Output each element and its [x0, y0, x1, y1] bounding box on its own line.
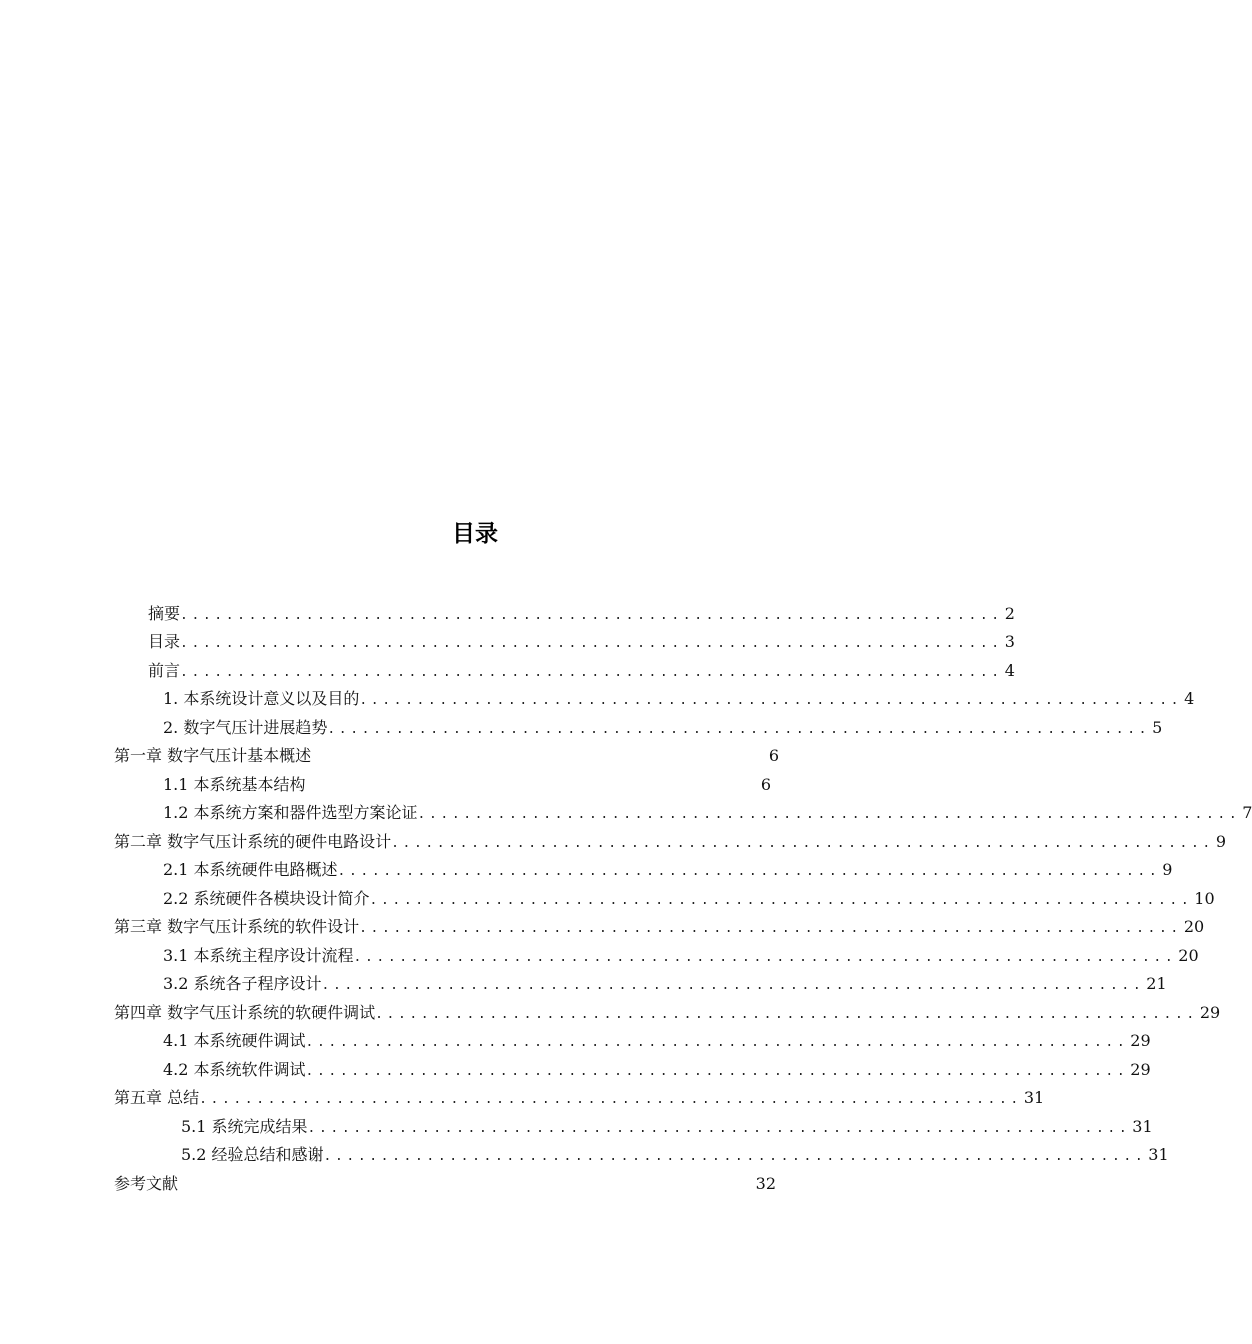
toc-entry-preface-2[interactable] — [163, 714, 1163, 742]
toc-page-number: 4 — [1184, 689, 1195, 708]
toc-entry-chapter-4[interactable] — [114, 999, 1221, 1027]
toc-entry-label: 4.1 本系统硬件调试 — [163, 1031, 306, 1050]
toc-page-number: 29 — [1199, 1003, 1221, 1022]
toc-page-number: 2 — [1004, 604, 1015, 623]
toc-entry-1-2[interactable] — [163, 799, 1252, 827]
toc-leader: ........................................................................ — [305, 1064, 1129, 1079]
toc-leader: ........................................................................ — [337, 864, 1161, 879]
toc-page-number: 4 — [1004, 661, 1015, 680]
toc-entry-contents[interactable] — [148, 628, 1015, 656]
toc-page-number: 31 — [1023, 1088, 1045, 1107]
toc-entry-5-2[interactable] — [181, 1141, 1169, 1169]
toc-entry-label: 2.1 本系统硬件电路概述 — [163, 860, 338, 879]
toc-page-number: 31 — [1148, 1145, 1169, 1164]
toc-leader: ........................................................................ — [391, 836, 1214, 851]
toc-page-number: 29 — [1130, 1060, 1151, 1079]
toc-entry-2-2[interactable] — [163, 885, 1215, 913]
toc-entry-label: 参考文献 — [114, 1174, 179, 1193]
toc-entry-label: 1.2 本系统方案和器件选型方案论证 — [163, 803, 418, 822]
toc-leader: ........................................................................ — [305, 1035, 1129, 1050]
toc-entry-label: 第一章 数字气压计基本概述 — [114, 746, 312, 765]
toc-page-number: 29 — [1130, 1031, 1151, 1050]
toc-entry-label: 第三章 数字气压计系统的软件设计 — [114, 917, 360, 936]
toc-entry-label: 第五章 总结 — [114, 1088, 200, 1107]
toc-entry-preface-1[interactable] — [163, 685, 1195, 713]
toc-entry-chapter-3[interactable] — [114, 913, 1205, 941]
toc-entry-3-2[interactable] — [163, 970, 1167, 998]
toc-page-number: 6 — [768, 746, 779, 765]
toc-entry-chapter-1[interactable] — [114, 742, 779, 770]
toc-entry-label: 1. 本系统设计意义以及目的 — [163, 689, 360, 708]
toc-entry-label: 目录 — [148, 632, 181, 651]
toc-entry-chapter-5[interactable] — [114, 1084, 1045, 1112]
toc-entry-label: 2.2 系统硬件各模块设计简介 — [163, 889, 370, 908]
toc-entry-label: 3.1 本系统主程序设计流程 — [163, 946, 354, 965]
toc-entry-label: 5.2 经验总结和感谢 — [181, 1145, 324, 1164]
toc-leader: ........................................................................ — [417, 807, 1241, 822]
toc-page-number: 9 — [1162, 860, 1173, 879]
toc-entry-label: 第二章 数字气压计系统的硬件电路设计 — [114, 832, 392, 851]
toc-page-number: 20 — [1178, 946, 1199, 965]
toc-leader: ........................................................................ — [180, 608, 1003, 623]
toc-leader: ........................................................................ — [327, 722, 1151, 737]
toc-leader: ........................................................................ — [307, 1121, 1131, 1136]
toc-leader: ........................................................................ — [180, 665, 1003, 680]
toc-page-number: 9 — [1215, 832, 1227, 851]
toc-leader: ........................................................................ — [199, 1092, 1022, 1107]
toc-leader: ........................................................................ — [375, 1007, 1198, 1022]
toc-page-number: 32 — [755, 1174, 776, 1193]
toc-leader: ........................................................................ — [321, 978, 1145, 993]
toc-page-number: 20 — [1183, 917, 1205, 936]
toc-entry-4-1[interactable] — [163, 1027, 1151, 1055]
toc-leader: ........................................................................ — [353, 950, 1177, 965]
toc-entry-chapter-2[interactable] — [114, 828, 1227, 856]
toc-entry-label: 前言 — [148, 661, 181, 680]
toc-entry-references[interactable] — [114, 1170, 776, 1198]
toc-entry-label: 摘要 — [148, 604, 181, 623]
toc-entry-1-1[interactable] — [163, 771, 771, 799]
toc-entry-3-1[interactable] — [163, 942, 1199, 970]
toc-entry-label: 第四章 数字气压计系统的软硬件调试 — [114, 1003, 376, 1022]
toc-page-number: 31 — [1132, 1117, 1153, 1136]
toc-leader: ........................................................................ — [323, 1149, 1147, 1164]
toc-entry-2-1[interactable] — [163, 856, 1173, 884]
toc-page-number: 10 — [1194, 889, 1215, 908]
toc-leader: ........................................................................ — [369, 893, 1193, 908]
toc-entry-label: 2. 数字气压计进展趋势 — [163, 718, 328, 737]
toc-leader: ........................................................................ — [359, 921, 1182, 936]
toc-entry-5-1[interactable] — [181, 1113, 1153, 1141]
toc-page-number: 3 — [1004, 632, 1015, 651]
toc-page-number: 21 — [1146, 974, 1167, 993]
toc-entry-label: 3.2 系统各子程序设计 — [163, 974, 322, 993]
toc-page-number: 6 — [760, 775, 771, 794]
toc-entry-preface[interactable] — [148, 657, 1015, 685]
toc-entry-label: 1.1 本系统基本结构 — [163, 775, 306, 794]
toc-entry-label: 4.2 本系统软件调试 — [163, 1060, 306, 1079]
toc-entry-abstract[interactable] — [148, 600, 1015, 628]
toc-entry-4-2[interactable] — [163, 1056, 1151, 1084]
toc-page-number: 7 — [1242, 803, 1252, 822]
toc-leader: ........................................................................ — [359, 693, 1183, 708]
toc-page-number: 5 — [1152, 718, 1163, 737]
toc-leader: ........................................................................ — [180, 636, 1003, 651]
toc-entry-label: 5.1 系统完成结果 — [181, 1117, 308, 1136]
toc-title: 目录 — [452, 521, 498, 547]
